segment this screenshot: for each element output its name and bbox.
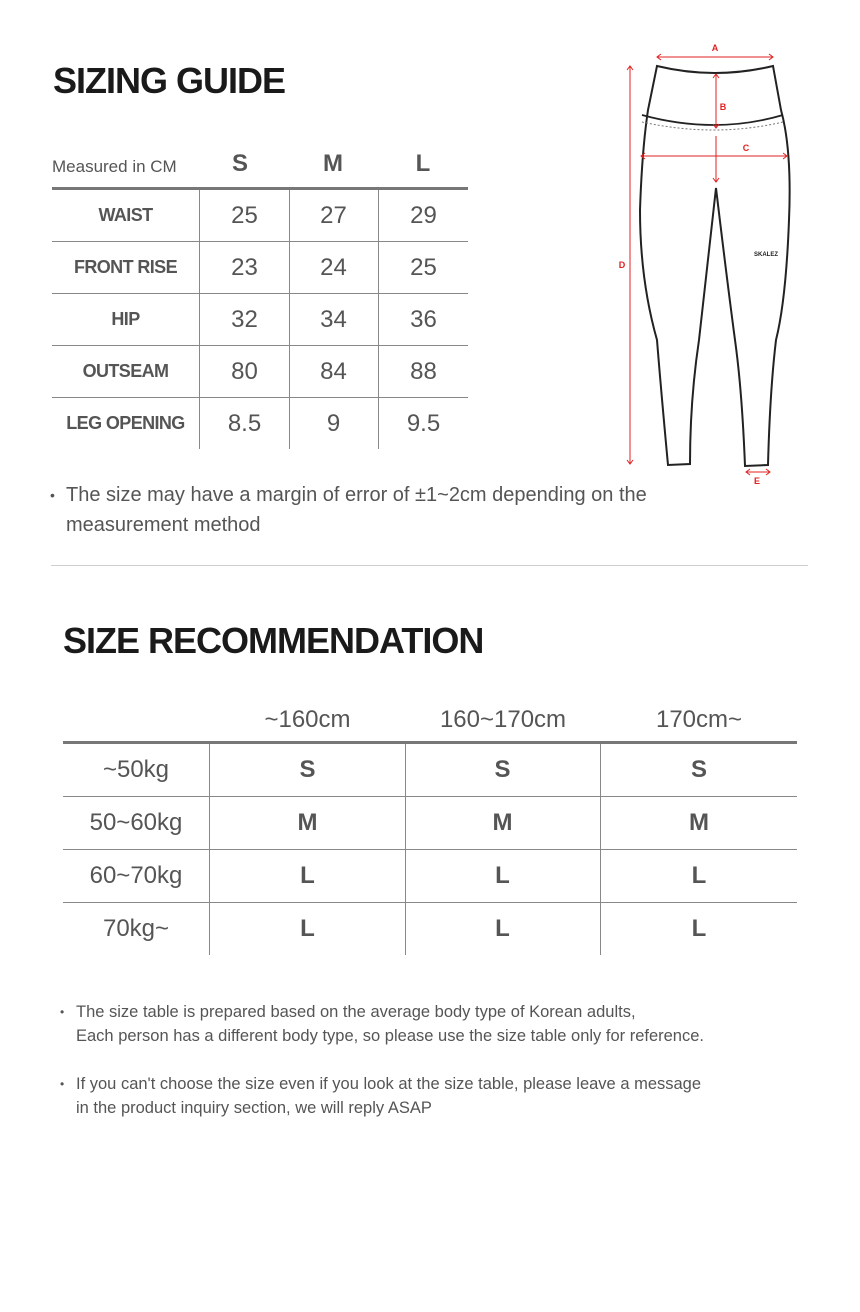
table-cell: L (405, 850, 601, 902)
table-cell: 27 (289, 190, 379, 241)
note-text: The size may have a margin of error of ±1~2cm depending on the measurement method (66, 484, 647, 536)
table-cell: 23 (200, 242, 290, 293)
note-line: Each person has a different body type, so please use the size table only for reference. (76, 1027, 704, 1045)
row-label: OUTSEAM (52, 346, 200, 397)
table-cell: 29 (410, 201, 437, 229)
waistband-stitch (642, 122, 783, 130)
brand-logo: SKALEZ (754, 252, 778, 258)
table-cell: L (210, 903, 406, 955)
table-cell: 8.5 (200, 398, 290, 449)
weight-label: ~50kg (63, 744, 210, 796)
table-header (63, 696, 797, 744)
weight-label: 50~60kg (63, 797, 210, 849)
table-cell: M (689, 809, 709, 836)
label-b: B (719, 102, 727, 112)
table-cell: 9 (289, 398, 379, 449)
size-recommendation-title: SIZE RECOMMENDATION (63, 620, 484, 661)
table-cell: S (210, 744, 406, 796)
size-recommendation-table (63, 696, 797, 955)
table-cell: 34 (289, 294, 379, 345)
table-header (52, 140, 468, 190)
height-header: ~160cm (264, 706, 351, 733)
label-c: C (742, 143, 750, 153)
note-line: in the product inquiry section, we will reply ASAP (76, 1099, 432, 1117)
table-cell: L (405, 903, 601, 955)
row-label: FRONT RISE (52, 242, 200, 293)
height-header: 170cm~ (655, 706, 743, 733)
weight-label: 60~70kg (63, 850, 210, 902)
note-line: The size table is prepared based on the average body type of Korean adults, (76, 1003, 636, 1021)
table-cell: 25 (410, 253, 437, 281)
table-cell: L (210, 850, 406, 902)
table-row (63, 797, 797, 850)
table-cell: 88 (410, 357, 437, 385)
unit-label: Measured in CM (52, 157, 177, 176)
table-row (63, 744, 797, 797)
weight-label: 70kg~ (63, 903, 210, 955)
table-cell: L (691, 862, 707, 889)
table-cell: S (405, 744, 601, 796)
label-e: E (753, 476, 761, 486)
sizing-guide-title: SIZING GUIDE (53, 60, 286, 101)
row-label: WAIST (52, 190, 200, 241)
table-cell: S (690, 756, 707, 783)
table-cell: 24 (289, 242, 379, 293)
height-header: 160~170cm (439, 706, 567, 733)
bullet-icon: • (60, 1077, 65, 1091)
table-row (63, 903, 797, 955)
table-row-front-rise (52, 242, 468, 294)
note-line: If you can't choose the size even if you look at the size table, please leave a message (76, 1075, 702, 1093)
reference-note (60, 1000, 790, 1048)
leggings-diagram (610, 38, 800, 490)
table-row-waist (52, 190, 468, 242)
row-label: LEG OPENING (52, 398, 200, 449)
label-a: A (711, 43, 719, 53)
table-cell: M (210, 797, 406, 849)
measurement-note (50, 480, 690, 540)
table-cell: 84 (289, 346, 379, 397)
section-divider (51, 565, 808, 566)
table-cell: 32 (200, 294, 290, 345)
row-label: HIP (52, 294, 200, 345)
table-row-leg-opening (52, 398, 468, 449)
size-header-s: S (231, 150, 248, 177)
size-header-l: L (415, 150, 431, 177)
table-cell: L (691, 915, 707, 942)
size-header-m: M (323, 150, 343, 177)
table-cell: 25 (200, 190, 290, 241)
label-d: D (618, 260, 626, 270)
table-cell: M (405, 797, 601, 849)
table-cell: 9.5 (406, 409, 441, 437)
table-row (63, 850, 797, 903)
inquiry-note (60, 1072, 790, 1120)
waistband-line (642, 115, 783, 125)
table-row-outseam (52, 346, 468, 398)
table-cell: 80 (200, 346, 290, 397)
bullet-icon: • (50, 487, 55, 503)
sizing-guide-table (52, 140, 468, 449)
table-row-hip (52, 294, 468, 346)
table-cell: 36 (410, 305, 437, 333)
bullet-icon: • (60, 1005, 65, 1019)
